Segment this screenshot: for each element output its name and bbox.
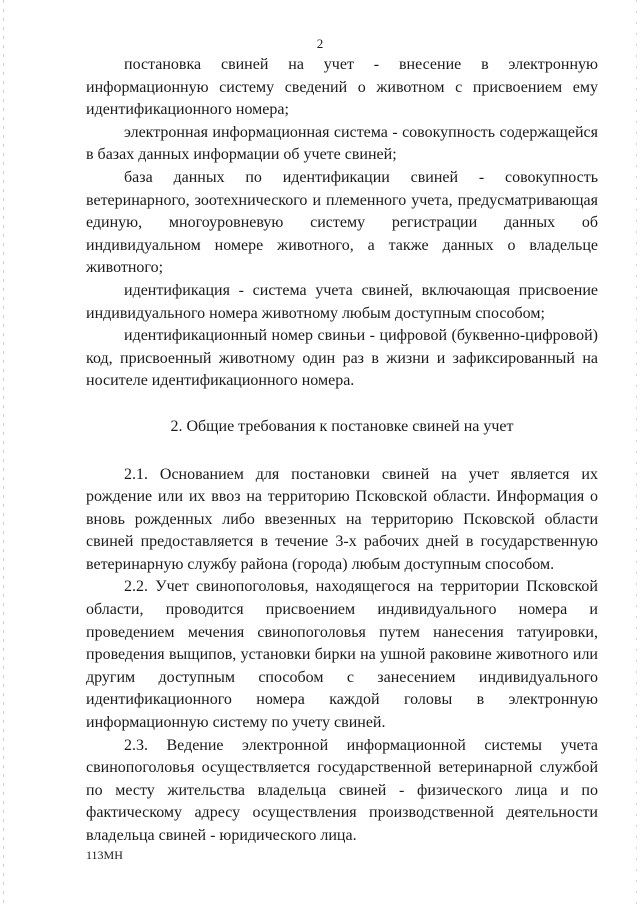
scan-edge-right [636,0,637,905]
document-code: 113МН [86,848,123,862]
definition-paragraph: база данных по идентификации свиней - совокупность ветеринарного, зоотехнического и племенного учета, предусматривающая единую, многоуровневую систему регистрации данных об индивидуальном номере животного, а также данных о владельце животного; [86,168,598,277]
page-number: 2 [316,36,324,51]
section-heading: 2. Общие требования к постановке свиней на учет [170,417,514,435]
clause-paragraph: 2.3. Ведение электронной информационной системы учета свинопоголовья осуществляется государственной ветеринарной службой по месту жительства владельца свиней - физического лица и по фактическому адресу осуществления производственной деятельности владельца свиней - юридического лица. [86,736,598,844]
definition-paragraph: идентификация - система учета свиней, включающая присвоение индивидуального номера животному любым доступным способом; [86,281,598,322]
scan-edge-left [3,0,4,905]
definition-paragraph: электронная информационная система - совокупность содержащейся в базах данных информации об учете свиней; [86,123,598,164]
clause-paragraph: 2.2. Учет свинопоголовья, находящегося на территории Псковской области, проводится присвоением индивидуального номера и проведением мечения свинопоголовья путем нанесения татуировки, проведения выщипов, установки бирки на ушной раковине животного или другим доступным способом с занесением индивидуального идентификационного номера каждой головы в электронную информационную систему по учету свиней. [86,578,598,732]
definition-paragraph: идентификационный номер свиньи - цифровой (буквенно-цифровой) код, присвоенный животному один раз в жизни и зафиксированный на носителе идентификационного номера. [86,327,598,390]
document-body [86,54,598,848]
clause-paragraph: 2.1. Основанием для постановки свиней на учет является их рождение или их ввоз на территорию Псковской области. Информация о вновь рожденных либо ввезенных на территорию Псковской области свиней предоставляется в течение 3-х рабочих дней в государственную ветеринарную службу района (города) любым доступным способом. [86,465,598,573]
definition-paragraph: постановка свиней на учет - внесение в электронную информационную систему сведений о животном с присвоением ему идентификационного номера; [86,56,598,119]
